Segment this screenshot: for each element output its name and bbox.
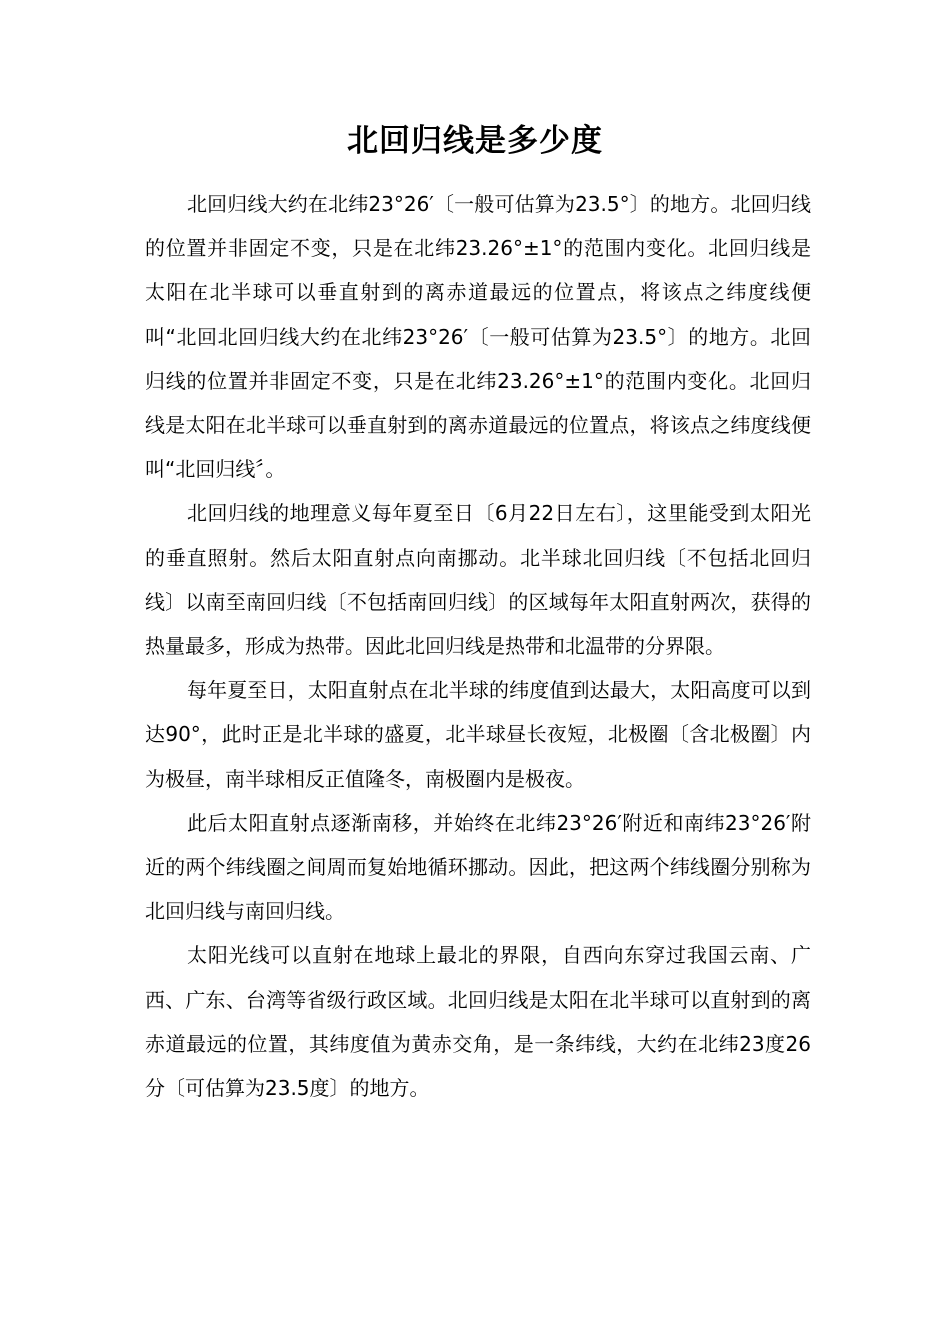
paragraph-4: 此后太阳直射点逐渐南移，并始终在北纬23°26′附近和南纬23°26′附近的两个纬线圈之间周而复始地循环挪动。因此，把这两个纬线圈分别称为北回归线与南回归线。 [145, 810, 811, 924]
paragraph-5: 太阳光线可以直射在地球上最北的界限，自西向东穿过我国云南、广西、广东、台湾等省级行政区域。北回归线是太阳在北半球可以直射到的离赤道最远的位置，其纬度值为黄赤交角，是一条纬线，大约在北纬23度26分〔可估算为23.5度〕的地方。 [145, 943, 811, 1101]
document-body [145, 182, 811, 1110]
paragraph-1: 北回归线大约在北纬23°26′〔一般可估算为23.5°〕的地方。北回归线的位置并非固定不变，只是在北纬23.26°±1°的范围内变化。北回归线是太阳在北半球可以垂直射到的离赤道最远的位置点，将该点之纬度线便叫“北回北回归线大约在北纬23°26′〔一般可估算为23.5°〕的地方。北回归线的位置并非固定不变，只是在北纬23.26°±1°的范围内变化。北回归线是太阳在北半球可以垂直射到的离赤道最远的位置点，将该点之纬度线便叫“北回归线〞。 [145, 192, 811, 482]
paragraph-3: 每年夏至日，太阳直射点在北半球的纬度值到达最大，太阳高度可以到达90°，此时正是北半球的盛夏，北半球昼长夜短，北极圈〔含北极圈〕内为极昼，南半球相反正值隆冬，南极圈内是极夜。 [145, 678, 811, 791]
paragraph-2: 北回归线的地理意义每年夏至日〔6月22日左右〕，这里能受到太阳光的垂直照射。然后太阳直射点向南挪动。北半球北回归线〔不包括北回归线〕以南至南回归线〔不包括南回归线〕的区域每年太阳直射两次，获得的热量最多，形成为热带。因此北回归线是热带和北温带的分界限。 [145, 501, 811, 659]
page-title: 北回归线是多少度 [347, 123, 603, 159]
